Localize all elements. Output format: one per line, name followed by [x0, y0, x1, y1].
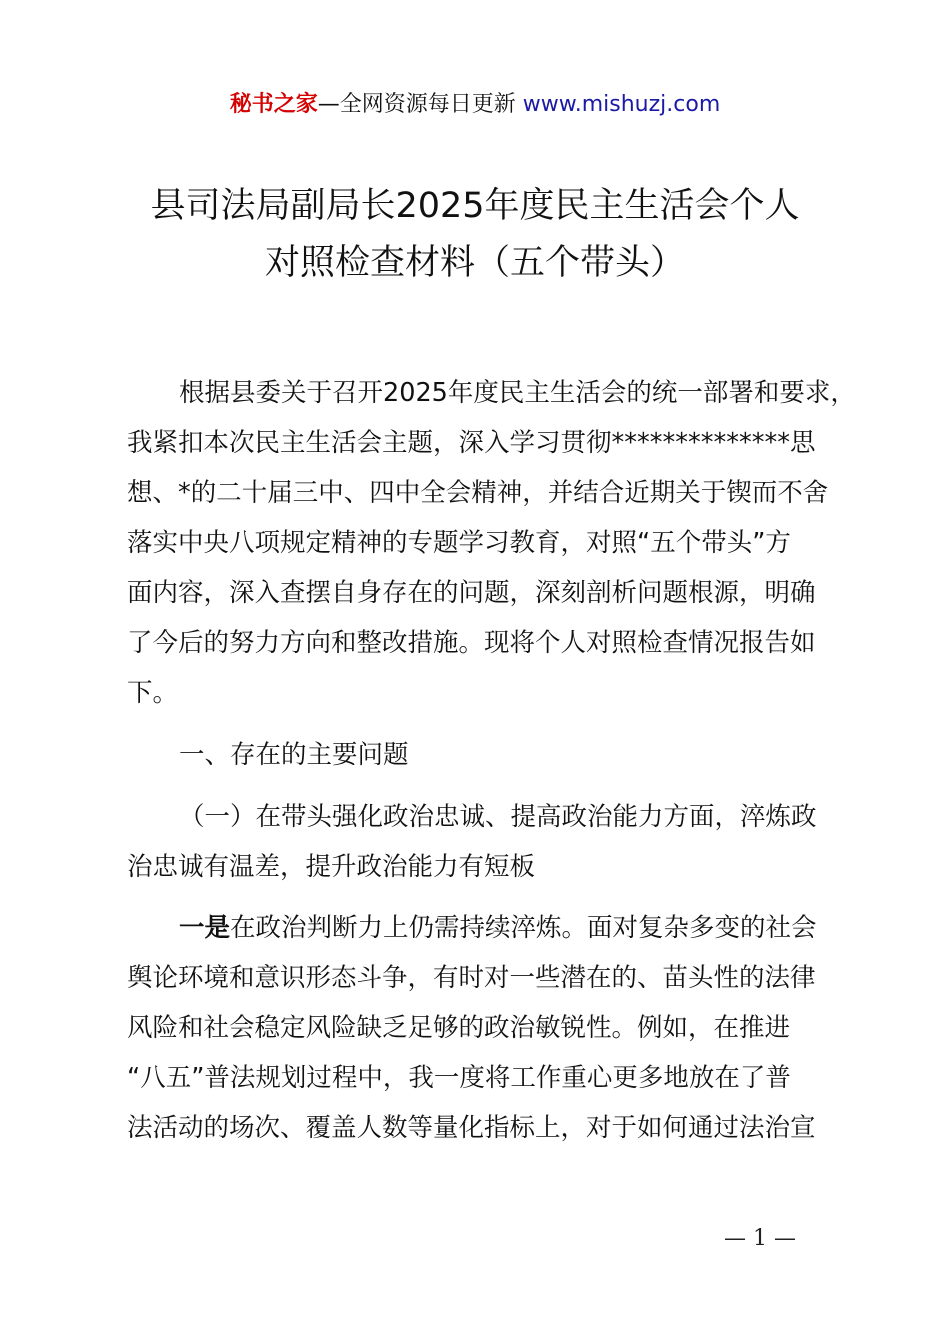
point-lead: 一是: [179, 913, 231, 943]
point-line: “八五”普法规划过程中，我一度将工作重心更多地放在了普: [127, 1063, 791, 1093]
site-url-link[interactable]: www.mishuzj.com: [522, 92, 721, 117]
intro-line: 下。: [127, 678, 179, 708]
subsection-line: （一）在带头强化政治忠诚、提高政治能力方面，淬炼政: [179, 802, 817, 832]
banner-tagline: —全网资源每日更新: [317, 92, 516, 117]
point-first-line: [127, 903, 835, 953]
point-line: 风险和社会稳定风险缺乏足够的政治敏锐性。例如，在推进: [127, 1013, 791, 1043]
subsection-heading: [127, 792, 835, 892]
point-first-line-text: 在政治判断力上仍需持续淬炼。面对复杂多变的社会: [230, 913, 817, 943]
subsection-line: 治忠诚有温差，提升政治能力有短板: [127, 852, 536, 882]
intro-paragraph: [127, 368, 856, 718]
intro-line: 我紧扣本次民主生活会主题，深入学习贯彻**************思: [127, 428, 816, 458]
title-line-1: 县司法局副局长2025年度民主生活会个人: [150, 186, 800, 226]
page-number: — 1 —: [724, 1226, 796, 1251]
point-line: 舆论环境和意识形态斗争，有时对一些潜在的、苗头性的法律: [127, 963, 816, 993]
title-line-2: 对照检查材料（五个带头）: [264, 243, 685, 283]
intro-line: 面内容，深入查摆自身存在的问题，深刻剖析问题根源，明确: [127, 578, 816, 608]
intro-line: 根据县委关于召开2025年度民主生活会的统一部署和要求，: [179, 378, 856, 408]
brand-name: 秘书之家: [229, 92, 318, 117]
section-heading: [127, 730, 835, 780]
intro-line: 落实中央八项规定精神的专题学习教育，对照“五个带头”方: [127, 528, 791, 558]
point-paragraph: [127, 903, 835, 1153]
site-banner: [0, 88, 950, 122]
point-line: 法活动的场次、覆盖人数等量化指标上，对于如何通过法治宣: [127, 1113, 816, 1143]
document-title: [0, 178, 950, 292]
intro-line: 了今后的努力方向和整改措施。现将个人对照检查情况报告如: [127, 628, 816, 658]
section-heading-text: 一、存在的主要问题: [179, 740, 409, 770]
intro-line: 想、*的二十届三中、四中全会精神，并结合近期关于锲而不舍: [127, 478, 829, 508]
